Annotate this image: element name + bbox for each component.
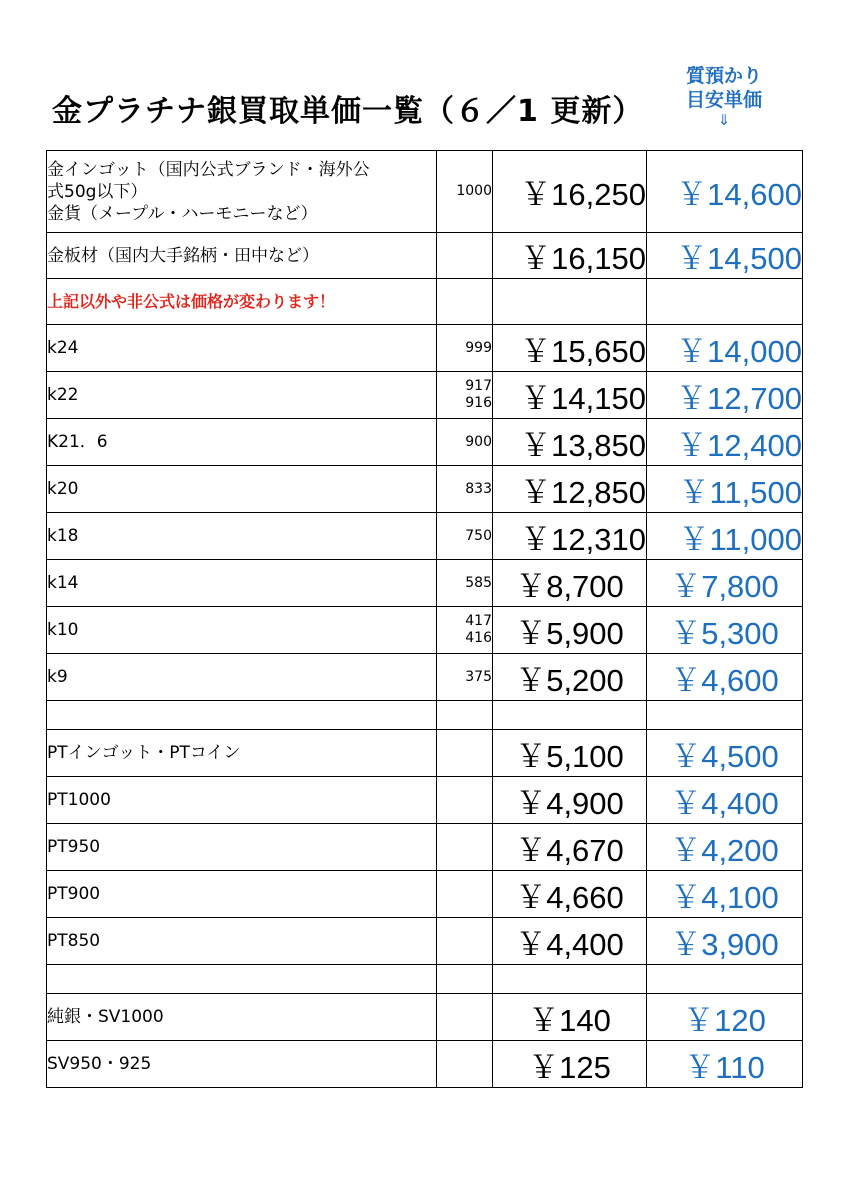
buy-price: ￥5,100	[493, 730, 647, 777]
buy-price: ￥125	[493, 1041, 647, 1088]
label-line: 上記以外や非公式は価格が変わります！	[47, 291, 336, 311]
item-label	[47, 279, 437, 325]
buy-price: ￥14,150	[493, 372, 647, 419]
purity-value: 417	[465, 613, 492, 629]
table-row	[47, 994, 803, 1041]
table-row	[47, 466, 803, 513]
deposit-header-line1: 質預かり	[685, 65, 762, 87]
item-label	[47, 654, 437, 701]
item-label	[47, 372, 437, 419]
deposit-price: ￥14,000	[647, 325, 803, 372]
deposit-price: ￥11,000	[647, 513, 803, 560]
table-row	[47, 1041, 803, 1088]
purity-cell	[437, 513, 493, 560]
item-label	[47, 560, 437, 607]
page-title: 金プラチナ銀買取単価一覧（６／1 更新）	[52, 94, 644, 129]
buy-price: ￥15,650	[493, 325, 647, 372]
deposit-price: ￥120	[647, 994, 803, 1041]
item-label	[47, 918, 437, 965]
purity-cell	[437, 777, 493, 824]
purity-value: 750	[465, 527, 492, 544]
item-label	[47, 871, 437, 918]
price-table-body	[47, 151, 803, 1088]
purity-value: 416	[465, 630, 492, 646]
purity-cell	[437, 325, 493, 372]
label-line: 金インゴット（国内公式ブランド・海外公	[47, 159, 370, 180]
label-line: k24	[47, 338, 79, 358]
deposit-price	[647, 701, 803, 730]
deposit-price: ￥4,500	[647, 730, 803, 777]
buy-price: ￥4,400	[493, 918, 647, 965]
deposit-price	[647, 279, 803, 325]
table-row	[47, 777, 803, 824]
item-label	[47, 233, 437, 279]
purity-cell	[437, 466, 493, 513]
purity-value: 1000	[456, 183, 492, 199]
spacer-row	[47, 701, 803, 730]
deposit-price: ￥14,600	[647, 151, 803, 233]
buy-price: ￥4,670	[493, 824, 647, 871]
deposit-price: ￥12,700	[647, 372, 803, 419]
purity-value: 917	[465, 378, 492, 394]
deposit-price: ￥4,400	[647, 777, 803, 824]
purity-value: 585	[465, 574, 492, 591]
buy-price: ￥16,250	[493, 151, 647, 233]
item-label	[47, 1041, 437, 1088]
purity-value: 999	[465, 339, 492, 356]
label-line: SV950・925	[47, 1054, 152, 1074]
table-row	[47, 513, 803, 560]
table-row	[47, 918, 803, 965]
item-label	[47, 777, 437, 824]
purity-cell	[437, 607, 493, 654]
deposit-price: ￥4,100	[647, 871, 803, 918]
purity-value: 916	[465, 395, 492, 411]
purity-cell	[437, 419, 493, 466]
purity-cell	[437, 730, 493, 777]
item-label	[47, 730, 437, 777]
table-row	[47, 325, 803, 372]
purity-cell	[437, 1041, 493, 1088]
label-line: k10	[47, 620, 79, 640]
label-line: k18	[47, 526, 79, 546]
item-label	[47, 419, 437, 466]
spacer-row	[47, 965, 803, 994]
item-label	[47, 965, 437, 994]
label-line: 金板材（国内大手銘柄・田中など）	[47, 245, 319, 266]
table-row	[47, 871, 803, 918]
purity-value: 375	[465, 668, 492, 685]
buy-price	[493, 701, 647, 730]
deposit-price: ￥14,500	[647, 233, 803, 279]
deposit-price	[647, 965, 803, 994]
buy-price: ￥5,200	[493, 654, 647, 701]
purity-cell	[437, 918, 493, 965]
label-line: 式50g以下）	[47, 181, 148, 202]
deposit-price: ￥12,400	[647, 419, 803, 466]
item-label	[47, 824, 437, 871]
deposit-price: ￥11,500	[647, 466, 803, 513]
table-row	[47, 607, 803, 654]
deposit-column-header	[648, 64, 800, 128]
item-label	[47, 325, 437, 372]
item-label	[47, 466, 437, 513]
table-row	[47, 151, 803, 233]
label-line: k22	[47, 385, 79, 405]
deposit-price: ￥4,600	[647, 654, 803, 701]
label-line: PT950	[47, 837, 101, 857]
item-label	[47, 701, 437, 730]
table-row	[47, 372, 803, 419]
purity-cell	[437, 965, 493, 994]
buy-price: ￥12,310	[493, 513, 647, 560]
label-line: PT900	[47, 884, 101, 904]
table-row	[47, 654, 803, 701]
purity-cell	[437, 871, 493, 918]
deposit-price: ￥7,800	[647, 560, 803, 607]
buy-price: ￥5,900	[493, 607, 647, 654]
purity-cell	[437, 824, 493, 871]
purity-cell	[437, 654, 493, 701]
down-arrow-icon: ⇓	[717, 111, 731, 129]
table-row	[47, 560, 803, 607]
buy-price: ￥4,900	[493, 777, 647, 824]
label-line: PT1000	[47, 790, 111, 810]
purity-value: 833	[465, 480, 492, 497]
deposit-price: ￥5,300	[647, 607, 803, 654]
label-line: PTインゴット・PTコイン	[47, 743, 241, 763]
table-row	[47, 419, 803, 466]
item-label	[47, 607, 437, 654]
table-row	[47, 233, 803, 279]
label-line: k14	[47, 573, 79, 593]
purity-cell	[437, 233, 493, 279]
buy-price: ￥8,700	[493, 560, 647, 607]
label-line: k9	[47, 667, 68, 687]
deposit-price: ￥110	[647, 1041, 803, 1088]
label-line: PT850	[47, 931, 101, 951]
purity-cell	[437, 701, 493, 730]
table-row	[47, 730, 803, 777]
deposit-price: ￥4,200	[647, 824, 803, 871]
price-table	[46, 150, 803, 1088]
purity-cell	[437, 151, 493, 233]
purity-cell	[437, 279, 493, 325]
label-line: k20	[47, 479, 79, 499]
purity-cell	[437, 994, 493, 1041]
deposit-header-line2: 目安単価	[685, 89, 762, 111]
label-line: K21．6	[47, 432, 108, 452]
label-line: 金貨（メープル・ハーモニーなど）	[47, 203, 318, 224]
buy-price: ￥13,850	[493, 419, 647, 466]
buy-price	[493, 965, 647, 994]
buy-price: ￥12,850	[493, 466, 647, 513]
purity-value: 900	[465, 433, 492, 450]
table-row	[47, 824, 803, 871]
buy-price	[493, 279, 647, 325]
item-label	[47, 151, 437, 233]
buy-price: ￥16,150	[493, 233, 647, 279]
buy-price: ￥140	[493, 994, 647, 1041]
purity-cell	[437, 372, 493, 419]
item-label	[47, 513, 437, 560]
table-row	[47, 279, 803, 325]
deposit-price: ￥3,900	[647, 918, 803, 965]
label-line: 純銀・SV1000	[47, 1007, 164, 1027]
purity-cell	[437, 560, 493, 607]
item-label	[47, 994, 437, 1041]
buy-price: ￥4,660	[493, 871, 647, 918]
